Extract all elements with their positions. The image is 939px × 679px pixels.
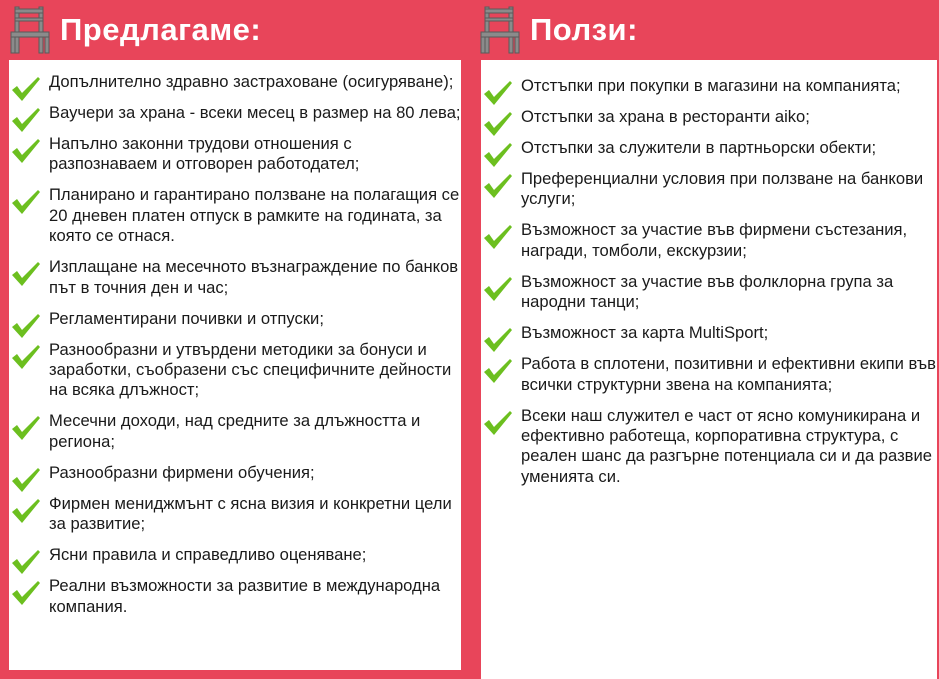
checkmark-icon — [483, 142, 513, 168]
list-item — [481, 107, 937, 127]
checkmark-icon — [483, 111, 513, 137]
checkmark-icon — [483, 173, 513, 199]
benefits-list-box — [481, 60, 937, 679]
list-item-text: Всеки наш служител е част от ясно комуникирана и ефективно работеща, корпоративна структура, с реален шанс да разгърне потенциала си и да развие уменията си. — [521, 405, 932, 486]
list-item-text: Ваучери за храна - всеки месец в размер на 80 лева; — [49, 103, 461, 122]
list-item-text: Отстъпки за храна в ресторанти aiko; — [521, 107, 810, 126]
list-item-text: Възможност за участие във фирмени състезания, награди, томболи, екскурзии; — [521, 220, 908, 260]
list-item-text: Работа в сплотени, позитивни и ефективни екипи във всички структурни звена на компанията; — [521, 354, 936, 394]
checkmark-icon — [483, 410, 513, 436]
list-item-text: Напълно законни трудови отношения с разпознаваем и отговорен работодател; — [49, 134, 360, 174]
list-item-text: Ясни правила и справедливо оценяване; — [49, 545, 367, 565]
list-item-text: Разнообразни фирмени обучения; — [49, 462, 315, 482]
list-item-text: Фирмен мениджмънт с ясна визия и конкретни цели за развитие; — [49, 493, 452, 534]
chair-icon — [478, 5, 522, 55]
checkmark-icon — [483, 276, 513, 302]
list-item — [481, 169, 937, 210]
list-item-text: Разнообразни и утвърдени методики за бонуси и заработки, съобразени със специфичните дейности на всяка длъжност; — [49, 339, 452, 400]
list-item-text: Възможност за карта MultiSport; — [521, 323, 769, 343]
checkmark-icon — [483, 80, 513, 106]
checkmark-icon — [483, 327, 513, 353]
checkmark-icon — [483, 358, 513, 384]
benefits-list — [481, 60, 937, 487]
list-item — [481, 76, 937, 96]
list-item-text: Изплащане на месечното възнаграждение по банков път в точния ден и час; — [49, 257, 459, 297]
list-item — [481, 354, 937, 395]
list-item — [481, 138, 937, 158]
list-item-text: Планирано и гарантирано ползване на полагащия се 20 дневен платен отпуск в рамките на годината, за която се отнася. — [49, 185, 460, 246]
benefits-header — [470, 0, 638, 60]
list-item-text: Месечни доходи, над средните за длъжността и региона; — [49, 411, 421, 451]
list-item — [481, 323, 937, 343]
list-item-text: Допълнително здравно застраховане (осигуряване); — [49, 72, 454, 91]
offers-title: Предлагаме: — [60, 12, 262, 47]
list-item-text: Отстъпки при покупки в магазини на компанията; — [521, 76, 901, 95]
list-item — [481, 406, 937, 488]
list-item — [481, 220, 937, 261]
checkmark-icon — [483, 224, 513, 250]
list-item-text: Регламентирани почивки и отпуски; — [49, 308, 324, 328]
list-item-text: Отстъпки за служители в партньорски обекти; — [521, 138, 877, 157]
list-item-text: Реални възможности за развитие в международна компания. — [49, 576, 441, 616]
list-item-text: Възможност за участие във фолклорна група за народни танци; — [521, 271, 894, 312]
benefits-title: Ползи: — [530, 12, 638, 47]
list-item — [481, 272, 937, 313]
list-item-text: Преференциални условия при ползване на банкови услуги; — [521, 169, 924, 209]
